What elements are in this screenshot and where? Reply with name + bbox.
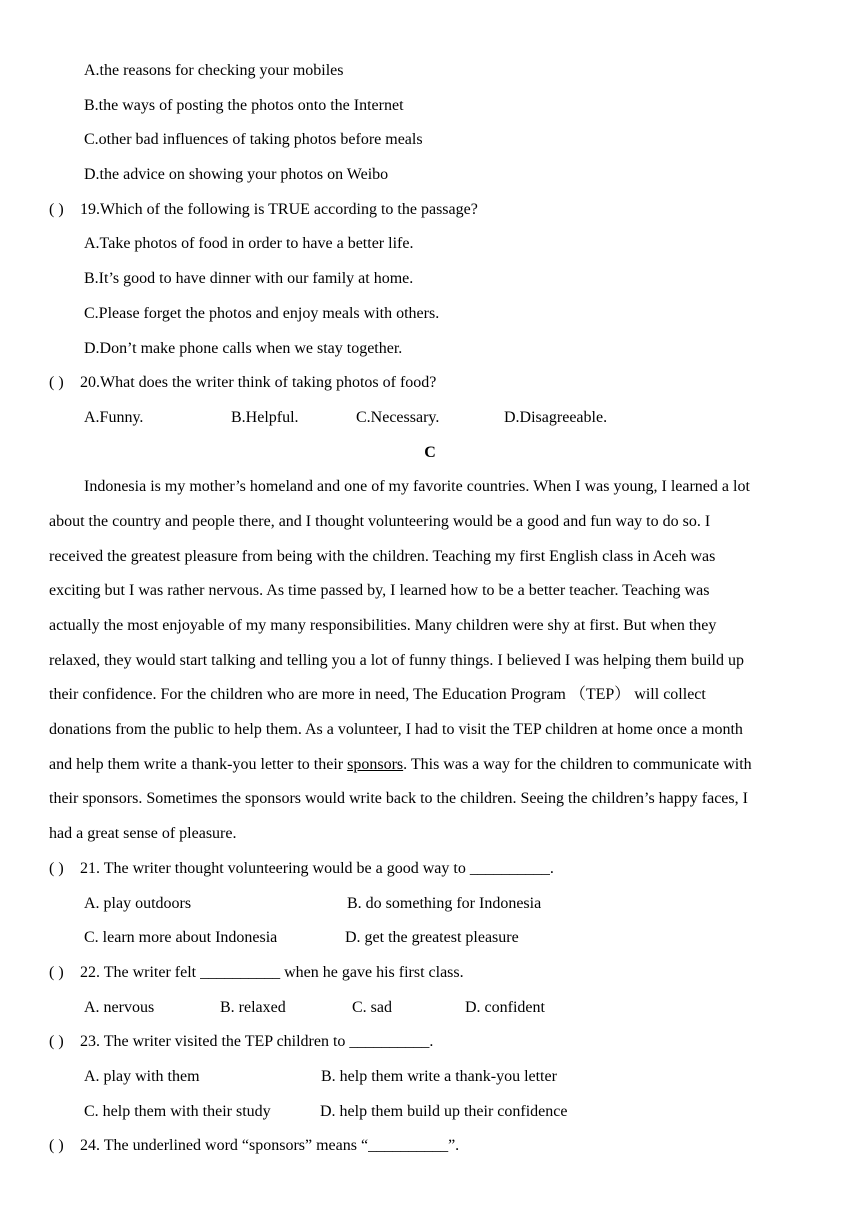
answer-blank: ( )	[49, 200, 64, 218]
question-text: 20.What does the writer think of taking photos of food?	[80, 374, 437, 392]
q23-option-d: D. help them build up their confidence	[320, 1102, 568, 1120]
q21-option-b: B. do something for Indonesia	[347, 894, 542, 912]
q18-option-c: C.other bad influences of taking photos before meals	[84, 131, 423, 149]
passage-line: relaxed, they would start talking and telling you a lot of funny things. I believed I was helping them build up	[49, 651, 744, 669]
q21-option-c: C. learn more about Indonesia	[84, 929, 278, 947]
q20-option-a: A.Funny.	[84, 408, 144, 426]
q22-options	[0, 991, 860, 1026]
passage-line: and help them write a thank-you letter to their sponsors. This was a way for the children to communicate with	[49, 755, 752, 773]
passage-line: their sponsors. Sometimes the sponsors would write back to the children. Seeing the children’s happy faces, I	[49, 790, 748, 808]
answer-blank: ( )	[49, 1033, 64, 1051]
answer-blank: ( )	[49, 963, 64, 981]
q22-option-b: B. relaxed	[220, 998, 286, 1016]
underlined-word: sponsors	[347, 755, 404, 773]
q22-option-c: C. sad	[352, 998, 392, 1016]
question-text: 21. The writer thought volunteering would be a good way to __________.	[80, 859, 554, 877]
passage-line: had a great sense of pleasure.	[49, 825, 237, 843]
q22-option-d: D. confident	[465, 998, 545, 1016]
passage-line: actually the most enjoyable of my many responsibilities. Many children were shy at first. But when they	[49, 617, 717, 634]
q20-option-b: B.Helpful.	[231, 408, 299, 426]
q20-options	[0, 401, 860, 436]
q19-option-b: B.It’s good to have dinner with our family at home.	[84, 270, 414, 288]
q23-option-a: A. play with them	[84, 1067, 200, 1085]
q20-option-c: C.Necessary.	[356, 408, 440, 426]
document-page	[0, 54, 860, 1164]
q19-option-a: A.Take photos of food in order to have a better life.	[84, 235, 414, 253]
q21-options-row1	[0, 887, 860, 922]
q19-option-d: D.Don’t make phone calls when we stay together.	[84, 339, 403, 357]
answer-blank: ( )	[49, 1137, 64, 1155]
q23-options-row1	[0, 1060, 860, 1095]
question-text: 19.Which of the following is TRUE according to the passage?	[80, 200, 478, 218]
q22-option-a: A. nervous	[84, 998, 155, 1016]
section-title: C	[424, 443, 436, 461]
passage-line: their confidence. For the children who are more in need, The Education Program （TEP） will collect	[49, 686, 706, 704]
passage-line: received the greatest pleasure from being with the children. Teaching my first English class in Aceh was	[49, 547, 716, 565]
q19-option-c: C.Please forget the photos and enjoy meals with others.	[84, 304, 440, 322]
q23-option-b: B. help them write a thank-you letter	[321, 1067, 557, 1085]
q18-option-d: D.the advice on showing your photos on Weibo	[84, 166, 389, 184]
question-text: 23. The writer visited the TEP children to __________.	[80, 1033, 434, 1051]
q23-stem	[0, 1025, 860, 1060]
q22-stem	[0, 956, 860, 991]
q24-stem	[0, 1129, 860, 1164]
q20-option-d: D.Disagreeable.	[504, 408, 608, 426]
question-text: 22. The writer felt __________ when he gave his first class.	[80, 963, 464, 981]
q20-stem	[0, 366, 860, 401]
answer-blank: ( )	[49, 374, 64, 392]
answer-blank: ( )	[49, 859, 64, 877]
q19-stem	[0, 193, 860, 228]
passage-line: about the country and people there, and I thought volunteering would be a good and fun way to do so. I	[49, 512, 711, 530]
q21-options-row2	[0, 921, 860, 956]
q23-option-c: C. help them with their study	[84, 1102, 271, 1120]
passage-line: donations from the public to help them. As a volunteer, I had to visit the TEP children at home once a month	[49, 721, 743, 739]
q18-option-b: B.the ways of posting the photos onto the Internet	[84, 96, 404, 114]
passage-line: Indonesia is my mother’s homeland and one of my favorite countries. When I was young, I learned a lot	[84, 478, 750, 496]
q23-options-row2	[0, 1095, 860, 1130]
q18-option-a: A.the reasons for checking your mobiles	[84, 62, 344, 79]
q21-stem	[0, 852, 860, 887]
question-text: 24. The underlined word “sponsors” means “__________”.	[80, 1137, 460, 1155]
q21-option-a: A. play outdoors	[84, 894, 192, 912]
passage-line: exciting but I was rather nervous. As time passed by, I learned how to be a better teacher. Teaching was	[49, 582, 710, 600]
q21-option-d: D. get the greatest pleasure	[345, 929, 519, 947]
